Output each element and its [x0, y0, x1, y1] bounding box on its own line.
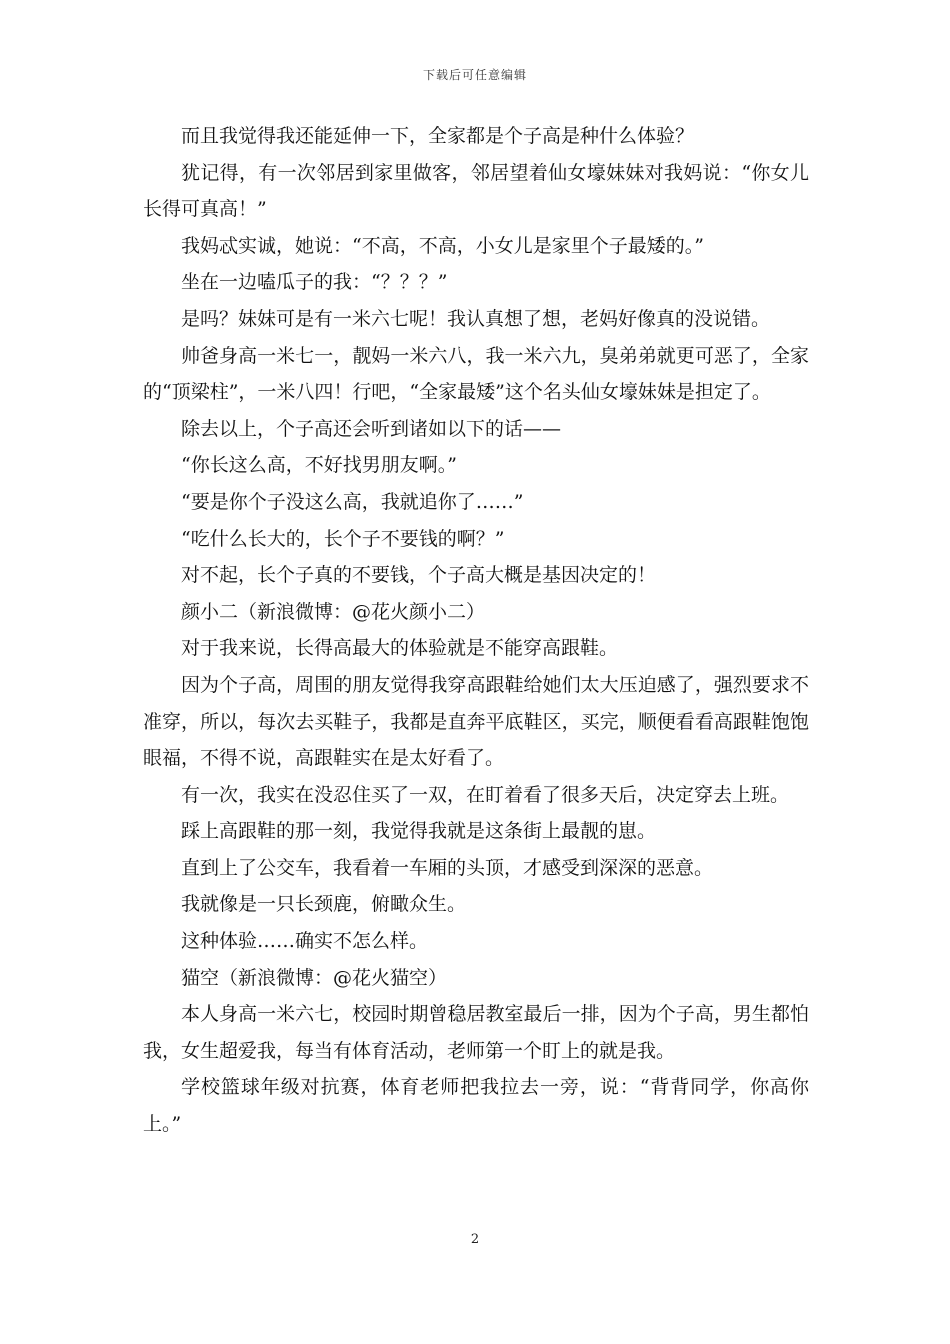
paragraph: 犹记得，有一次邻居到家里做客，邻居望着仙女壕妹妹对我妈说：“你女儿长得可真高！” — [143, 161, 809, 221]
paragraph: 我就像是一只长颈鹿，俯瞰众生。 — [181, 893, 467, 916]
paragraph: 是吗？妹妹可是有一米六七呢！我认真想了想，老妈好像真的没说错。 — [181, 307, 771, 330]
paragraph: “你长这么高，不好找男朋友啊。” — [181, 454, 457, 477]
paragraph: 帅爸身高一米七一，靓妈一米六八，我一米六九，臭弟弟就更可恶了，全家的“顶梁柱”，一米八四！行吧，“全家最矮”这个名头仙女壕妹妹是担定了。 — [143, 344, 809, 404]
paragraph: 踩上高跟鞋的那一刻，我觉得我就是这条街上最靓的崽。 — [181, 820, 657, 843]
paragraph: “要是你个子没这么高，我就追你了……” — [181, 490, 524, 513]
paragraph: 有一次，我实在没忍住买了一双，在盯着看了很多天后，决定穿去上班。 — [181, 783, 790, 806]
paragraph: 直到上了公交车，我看着一车厢的头顶，才感受到深深的恶意。 — [181, 856, 714, 879]
paragraph: 对于我来说，长得高最大的体验就是不能穿高跟鞋。 — [181, 637, 619, 660]
paragraph: 学校篮球年级对抗赛，体育老师把我拉去一旁，说：“背背同学，你高你上。” — [143, 1076, 809, 1136]
paragraph: 本人身高一米六七，校园时期曾稳居教室最后一排，因为个子高，男生都怕我，女生超爱我，每当有体育活动，老师第一个盯上的就是我。 — [143, 1003, 809, 1062]
document-body — [143, 118, 809, 1143]
paragraph: 除去以上，个子高还会听到诸如以下的话—— — [181, 417, 562, 440]
paragraph: 我妈忒实诚，她说：“不高，不高，小女儿是家里个子最矮的。” — [181, 234, 704, 257]
page-header: 下载后可任意编辑 — [422, 68, 527, 82]
page-number: 2 — [470, 1232, 480, 1247]
paragraph: 对不起，长个子真的不要钱，个子高大概是基因决定的！ — [181, 564, 657, 587]
paragraph: 坐在一边嗑瓜子的我：“？？？” — [181, 271, 448, 294]
paragraph: 因为个子高，周围的朋友觉得我穿高跟鞋给她们太大压迫感了，强烈要求不准穿，所以，每次去买鞋子，我都是直奔平底鞋区，买完，顺便看看高跟鞋饱饱眼福，不得不说，高跟鞋实在是太好看了。 — [143, 673, 809, 770]
author-credit: 颜小二（新浪微博：@花火颜小二） — [181, 600, 486, 623]
paragraph: “吃什么长大的，长个子不要钱的啊？” — [181, 527, 505, 550]
author-credit: 猫空（新浪微博：@花火猫空） — [181, 966, 448, 989]
paragraph: 这种体验……确实不怎么样。 — [181, 930, 429, 953]
paragraph: 而且我觉得我还能延伸一下，全家都是个子高是种什么体验？ — [181, 125, 695, 147]
